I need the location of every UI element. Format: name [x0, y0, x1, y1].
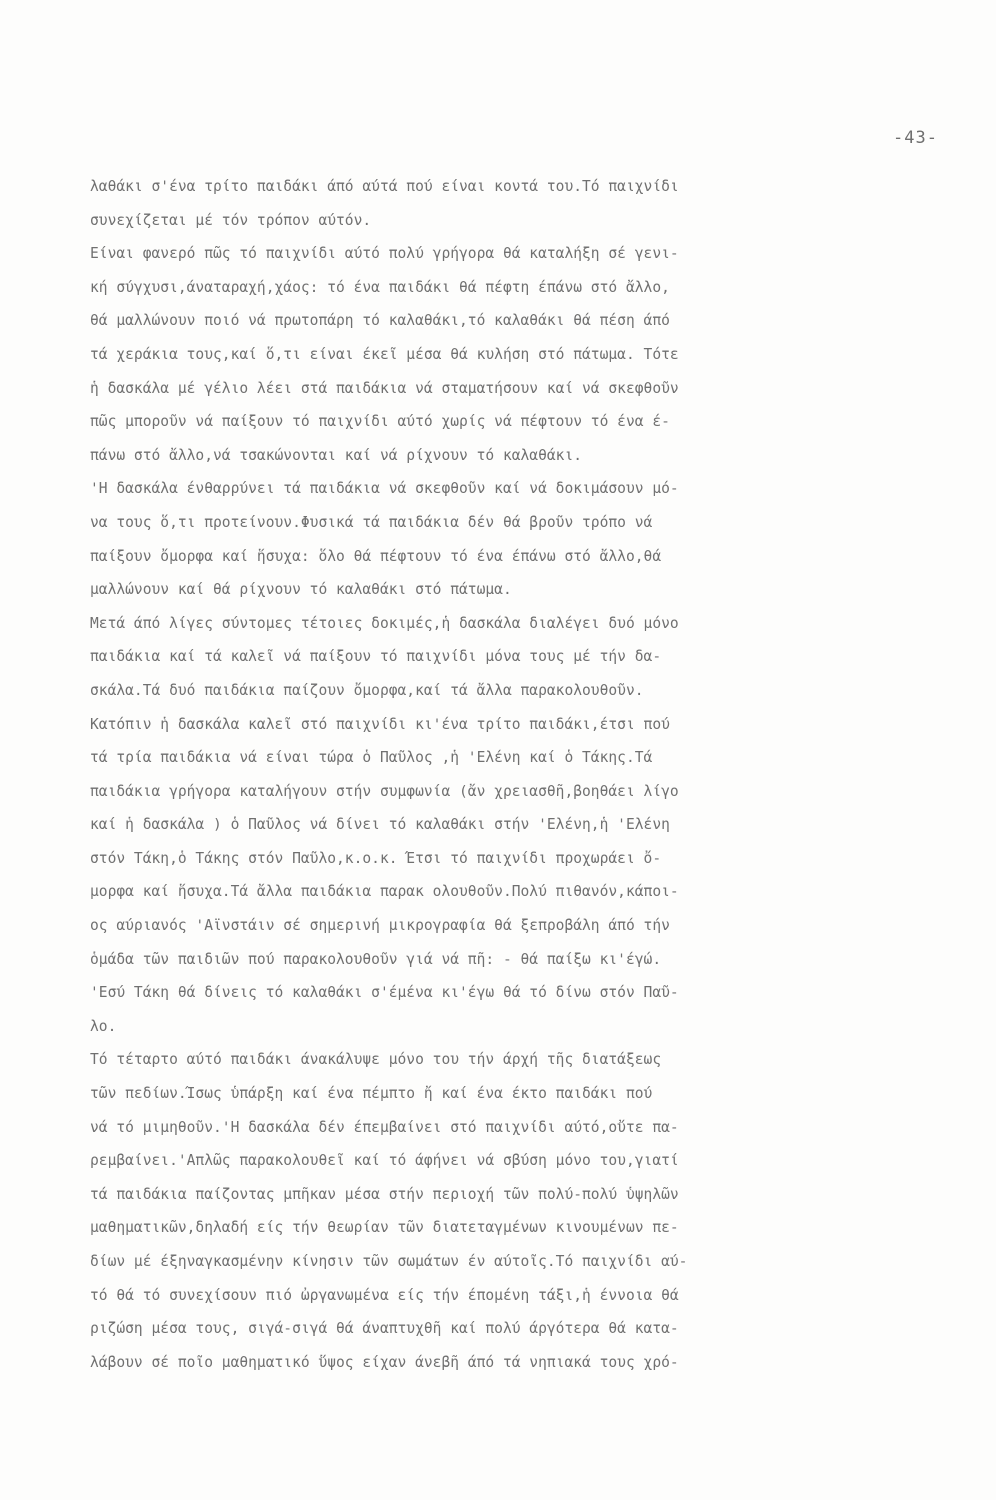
text-line: λο. — [90, 1017, 117, 1035]
text-line: μαλλώνουν καί θά ρίχνουν τό καλαθάκι στό πάτωμα. — [90, 581, 512, 599]
text-line: τῶν πεδίων.Ίσως ὑπάρξη καί ένα πέμπτο ἤ καί ένα έκτο παιδάκι πού — [90, 1085, 653, 1103]
text-line: να τους ὅ,τι προτείνουν.Φυσικά τά παιδάκια δέν θά βροῦν τρόπο νά — [90, 513, 653, 531]
text-line: ριζώση μέσα τους, σιγά-σιγά θά άναπτυχθῆ καί πολύ άργότερα θά κατα- — [90, 1320, 679, 1338]
text-line: καί ἡ δασκάλα ) ὁ Παῦλος νά δίνει τό καλαθάκι στήν 'Ελένη,ἡ 'Ελένη — [90, 816, 670, 834]
text-line: 'Η δασκάλα ένθαρρύνει τά παιδάκια νά σκεφθοῦν καί νά δοκιμάσουν μό- — [90, 480, 679, 498]
page-number: -43- — [893, 128, 938, 148]
text-line: δίων μέ έξηναγκασμένην κίνησιν τῶν σωμάτων έν αύτοῖς.Τό παιχνίδι αύ- — [90, 1253, 688, 1270]
text-line: λαθάκι σ'ένα τρίτο παιδάκι άπό αύτά πού είναι κοντά του.Τό παιχνίδι — [90, 178, 679, 195]
text-line: τά παιδάκια παίζοντας μπῆκαν μέσα στήν περιοχή τῶν πολύ-πολύ ὑψηλῶν — [90, 1185, 679, 1203]
text-line: Τό τέταρτο αύτό παιδάκι άνακάλυψε μόνο του τήν άρχή τῆς διατάξεως — [90, 1051, 662, 1069]
text-line: στόν Τάκη,ὁ Τάκης στόν Παῦλο,κ.ο.κ. Έτσι τό παιχνίδι προχωράει ὄ- — [90, 849, 662, 867]
text-line: ἡ δασκάλα μέ γέλιο λέει στά παιδάκια νά σταματήσουν καί νά σκεφθοῦν — [90, 379, 679, 397]
text-line: τά χεράκια τους,καί ὅ,τι είναι έκεῖ μέσα θά κυλήση στό πάτωμα. Τότε — [90, 345, 679, 363]
text-line: μαθηματικῶν,δηλαδή είς τήν θεωρίαν τῶν διατεταγμένων κινουμένων πε- — [90, 1219, 679, 1237]
text-line: 'Εσύ Τάκη θά δίνεις τό καλαθάκι σ'έμένα κι'έγω θά τό δίνω στόν Παῦ- — [90, 984, 679, 1002]
text-line: τό θά τό συνεχίσουν πιό ὠργανωμένα είς τήν έπομένη τάξι,ἡ έννοια θά — [90, 1286, 679, 1304]
text-line: πῶς μποροῦν νά παίξουν τό παιχνίδι αύτό χωρίς νά πέφτουν τό ένα έ- — [90, 413, 670, 431]
text-line: παιδάκια γρήγορα καταλήγουν στήν συμφωνία (ἄν χρειασθῆ,βοηθάει λίγο — [90, 782, 679, 800]
text-line: κή σύγχυσι,άναταραχή,χάος: τό ένα παιδάκι θά πέφτη έπάνω στό ἄλλο, — [90, 278, 670, 296]
text-line: ὁμάδα τῶν παιδιῶν πού παρακολουθοῦν γιά νά πῆ: - θά παίξω κι'έγώ. — [90, 950, 662, 968]
body-text — [90, 170, 950, 1379]
text-line: θά μαλλώνουν ποιό νά πρωτοπάρη τό καλαθάκι,τό καλαθάκι θά πέση άπό — [90, 312, 670, 330]
text-line: παίξουν ὄμορφα καί ἥσυχα: ὅλο θά πέφτουν τό ένα έπάνω στό ἄλλο,θά — [90, 547, 662, 565]
text-line: σκάλα.Τά δυό παιδάκια παίζουν ὄμορφα,καί τά ἄλλα παρακολουθοῦν. — [90, 681, 644, 699]
text-line: παιδάκια καί τά καλεῖ νά παίξουν τό παιχνίδι μόνα τους μέ τήν δα- — [90, 648, 662, 666]
text-line: Κατόπιν ἡ δασκάλα καλεῖ στό παιχνίδι κι'ένα τρίτο παιδάκι,έτσι πού — [90, 715, 670, 733]
text-line: ος αύριανός 'Αϊνστάιν σέ σημερινή μικρογραφία θά ξεπροβάλη άπό τήν — [90, 917, 670, 935]
text-line: μορφα καί ἥσυχα.Τά ἄλλα παιδάκια παρακ ολουθοῦν.Πολύ πιθανόν,κάποι- — [90, 883, 679, 901]
text-line: τά τρία παιδάκια νά είναι τώρα ὁ Παῦλος ,ἡ 'Ελένη καί ὁ Τάκης.Τά — [90, 749, 653, 767]
text-line: ρεμβαίνει.'Απλῶς παρακολουθεῖ καί τό άφήνει νά σβύση μόνο του,γιατί — [90, 1152, 679, 1170]
text-line: πάνω στό ἄλλο,νά τσακώνονται καί νά ρίχνουν τό καλαθάκι. — [90, 446, 583, 464]
text-line: Είναι φανερό πῶς τό παιχνίδι αύτό πολύ γρήγορα θά καταλήξη σέ γενι- — [90, 245, 679, 263]
text-line: συνεχίζεται μέ τόν τρόπον αύτόν. — [90, 211, 372, 229]
text-line: λάβουν σέ ποῖο μαθηματικό ὕψος είχαν άνεβῆ άπό τά νηπιακά τους χρό- — [90, 1353, 679, 1371]
text-line: νά τό μιμηθοῦν.'Η δασκάλα δέν έπεμβαίνει στό παιχνίδι αύτό,οὔτε πα- — [90, 1118, 679, 1136]
text-line: Μετά άπό λίγες σύντομες τέτοιες δοκιμές,ἡ δασκάλα διαλέγει δυό μόνο — [90, 614, 679, 632]
